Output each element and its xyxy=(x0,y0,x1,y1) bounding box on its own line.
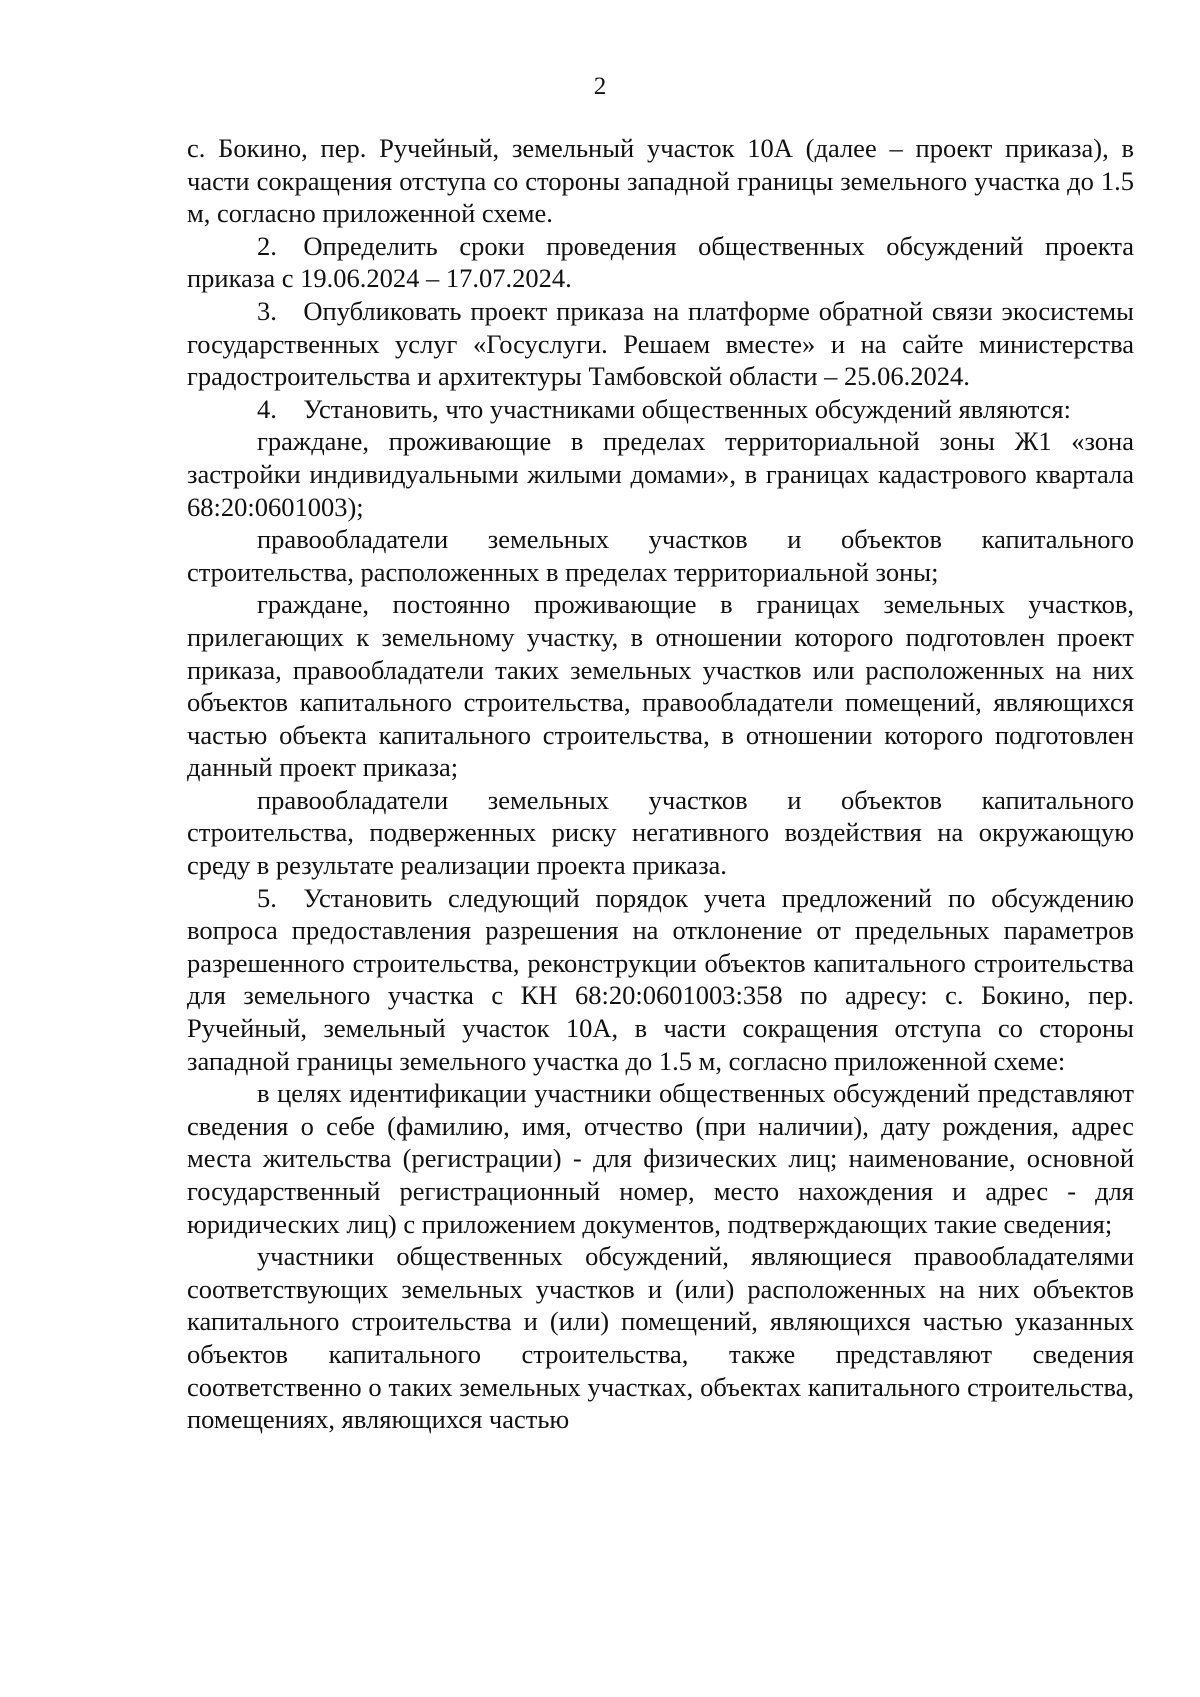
page-number: 2 xyxy=(593,73,607,100)
paragraph-rights-holders: участники общественных обсуждений, являющиеся правообладателями соответствующих земельных участков и (или) расположенных на них объектов капитального строительства и (или) помещений, являющихся частью указанных объектов капитального строительства, также представляют сведения соответственно о таких земельных участках, объектах капитального строительства, помещениях, являющихся частью xyxy=(187,1241,1134,1435)
paragraph-participants-residents: граждане, проживающие в пределах территориальной зоны Ж1 «зона застройки индивидуальными жилыми домами», в границах кадастрового квартала 68:20:0601003); xyxy=(187,426,1134,522)
paragraph-continuation: с. Бокино, пер. Ручейный, земельный участок 10А (далее – проект приказа), в части сокращения отступа со стороны западной границы земельного участка до 1.5 м, согласно приложенной схеме. xyxy=(187,133,1134,229)
paragraph-identification: в целях идентификации участники общественных обсуждений представляют сведения о себе (фамилию, имя, отчество (при наличии), дату рождения, адрес места жительства (регистрации) - для физических лиц; наименование, основной государственный регистрационный номер, место нахождения и адрес - для юридических лиц) с приложением документов, подтверждающих такие сведения; xyxy=(187,1078,1134,1239)
paragraph-participants-risk: правообладатели земельных участков и объектов капитального строительства, подверженных риску негативного воздействия на окружающую среду в результате реализации проекта приказа. xyxy=(187,784,1134,881)
paragraph-item-5: 5. Установить следующий порядок учета предложений по обсуждению вопроса предоставления разрешения на отклонение от предельных параметров разрешенного строительства, реконструкции объектов капитального строительства для земельного участка с КН 68:20:0601003:358 по адресу: с. Бокино, пер. Ручейный, земельный участок 10А, в части сокращения отступа со стороны западной границы земельного участка до 1.5 м, согласно приложенной схеме: xyxy=(187,882,1134,1076)
paragraph-item-2: 2. Определить сроки проведения общественных обсуждений проекта приказа с 19.06.2024 – 17.07.2024. xyxy=(187,230,1134,294)
paragraph-item-4: 4. Установить, что участниками общественных обсуждений являются: xyxy=(257,393,1071,424)
document-body xyxy=(187,132,1134,1436)
paragraph-item-3: 3. Опубликовать проект приказа на платформе обратной связи экосистемы государственных услуг «Госуслуги. Решаем вместе» и на сайте министерства градостроительства и архитектуры Тамбовской области – 25.06.2024. xyxy=(187,295,1134,392)
paragraph-participants-adjacent: граждане, постоянно проживающие в границах земельных участков, прилегающих к земельному участку, в отношении которого подготовлен проект приказа, правообладатели таких земельных участков или расположенных на них объектов капитального строительства, правообладатели помещений, являющихся частью объекта капитального строительства, в отношении которого подготовлен данный проект приказа; xyxy=(187,589,1134,783)
paragraph-participants-owners: правообладатели земельных участков и объектов капитального строительства, расположенных в пределах территориальной зоны; xyxy=(187,524,1134,587)
